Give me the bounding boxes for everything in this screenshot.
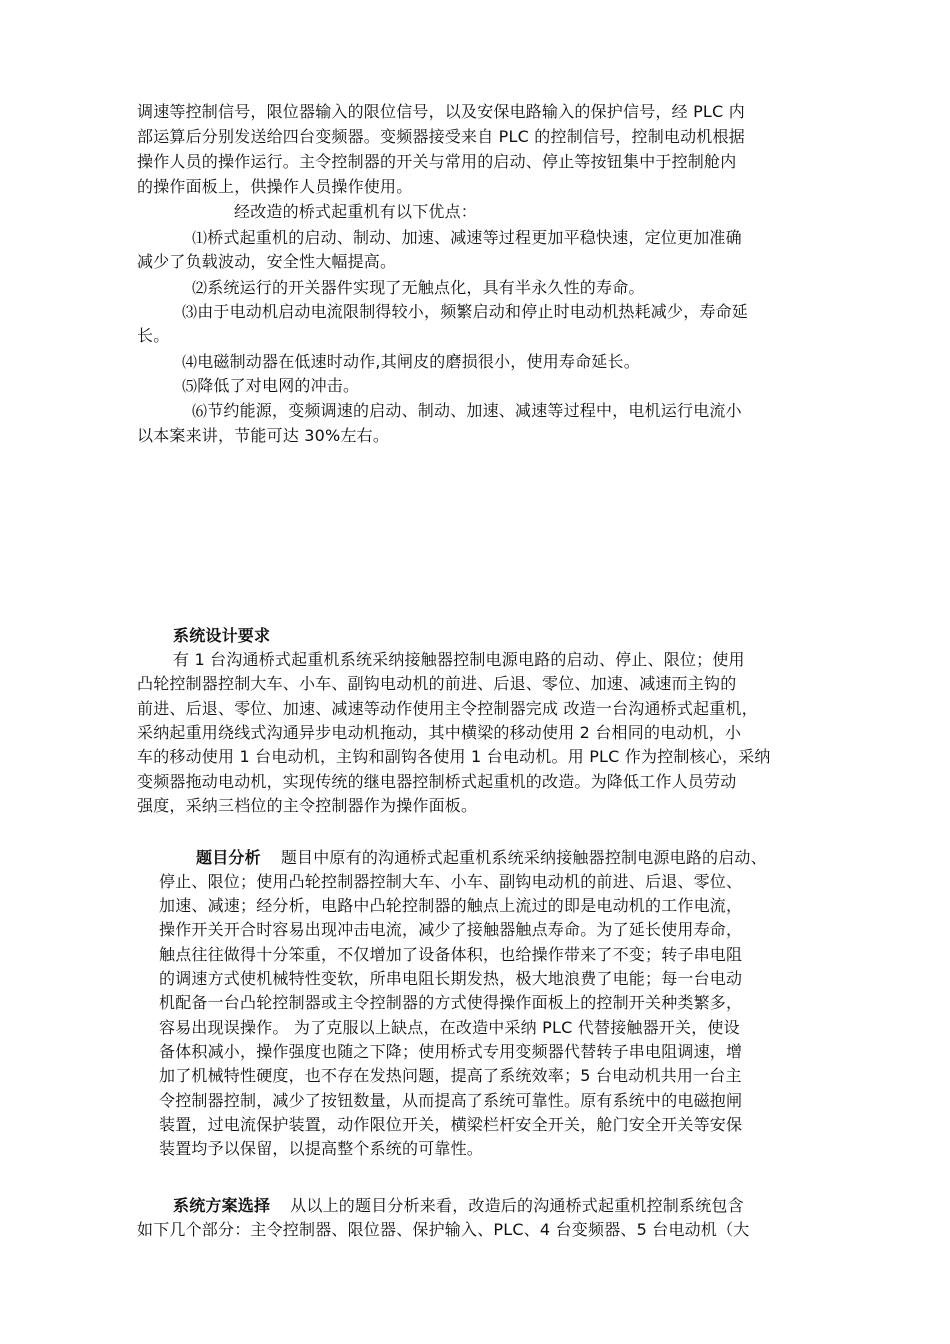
- requirements-line: 凸轮控制器控制大车、小车、副钩电动机的前进、后退、零位、加速、减速而主钩的: [137, 674, 737, 693]
- analysis-line: 装置均予以保留，以提高整个系统的可靠性。: [159, 1139, 484, 1158]
- advantage-text: 电磁制动器在低速时动作,其闸皮的磨损很小，使用寿命延长。: [197, 352, 640, 371]
- advantages-intro: 经改造的桥式起重机有以下优点：: [234, 202, 478, 221]
- analysis-title: 题目分析: [196, 848, 261, 867]
- advantage-number: ⑹: [192, 402, 208, 420]
- analysis-line: 的调速方式使机械特性变软，所串电阻长期发热，极大地浪费了电能；每一台电动: [159, 969, 743, 988]
- requirements-line: 有 1 台沟通桥式起重机系统采纳接触器控制电源电路的启动、停止、限位；使用: [173, 650, 745, 669]
- scheme-title: 系统方案选择: [173, 1196, 271, 1215]
- advantage-number: ⑵: [192, 279, 208, 297]
- advantage-continuation: 长。: [137, 326, 170, 345]
- advantage-item-6: [192, 399, 922, 423]
- analysis-line: 操作开关开合时容易出现冲击电流，减少了接触器触点寿命。为了延长使用寿命，: [159, 920, 743, 939]
- analysis-line: 令控制器控制，减少了按钮数量，从而提高了系统可靠性。原有系统中的电磁抱闸: [159, 1091, 743, 1110]
- requirements-line: 变频器拖动电动机，实现传统的继电器控制桥式起重机的改造。为降低工作人员劳动: [137, 772, 737, 791]
- intro-line: 调速等控制信号，限位器输入的限位信号，以及安保电路输入的保护信号，经 PLC 内: [137, 102, 745, 121]
- advantage-item-4: [182, 350, 912, 374]
- requirements-line: 强度，采纳三档位的主令控制器作为操作面板。: [137, 796, 478, 815]
- advantage-number: ⑴: [192, 229, 208, 247]
- requirements-line: 采纳起重用绕线式沟通异步电动机拖动，其中横梁的移动使用 2 台相同的电动机，小: [137, 723, 742, 742]
- advantage-continuation: 以本案来讲，节能可达 30%左右。: [137, 426, 390, 445]
- analysis-line: 容易出现误操作。 为了克服以上缺点，在改造中采纳 PLC 代替接触器开关，使设: [159, 1018, 740, 1037]
- intro-line: 的操作面板上，供操作人员操作使用。: [137, 177, 413, 196]
- advantage-item-5: [182, 374, 912, 398]
- advantage-item-3: [182, 300, 912, 324]
- advantage-text: 桥式起重机的启动、制动、加速、减速等过程更加平稳快速，定位更加准确: [207, 228, 742, 247]
- analysis-line: 加了机械特性硬度，也不存在发热问题，提高了系统效率；5 台电动机共用一台主: [159, 1066, 742, 1085]
- advantage-text: 降低了对电网的冲击。: [197, 376, 360, 395]
- analysis-line: 触点往往做得十分笨重，不仅增加了设备体积，也给操作带来了不变；转子串电阻: [159, 945, 743, 964]
- intro-line: 部运算后分别发送给四台变频器。变频器接受来自 PLC 的控制信号，控制电动机根据: [137, 127, 745, 146]
- advantage-text: 节约能源，变频调速的启动、制动、加速、减速等过程中，电机运行电流小: [207, 401, 742, 420]
- scheme-line: 如下几个部分：主令控制器、限位器、保护输入、PLC、4 台变频器、5 台电动机（大: [137, 1220, 750, 1239]
- analysis-first-line: [196, 846, 926, 870]
- advantage-number: ⑸: [182, 377, 198, 395]
- advantage-text: 由于电动机启动电流限制得较小，频繁启动和停止时电动机热耗减少，寿命延: [197, 302, 749, 321]
- advantage-continuation: 减少了负载波动，安全性大幅提高。: [137, 252, 397, 271]
- analysis-line: 装置，过电流保护装置，动作限位开关，横梁栏杆安全开关，舱门安全开关等安保: [159, 1115, 743, 1134]
- analysis-line: 加速、减速；经分析，电路中凸轮控制器的触点上流过的即是电动机的工作电流，: [159, 896, 743, 915]
- advantage-text: 系统运行的开关器件实现了无触点化，具有半永久性的寿命。: [207, 278, 645, 297]
- analysis-line: 机配备一台凸轮控制器或主令控制器的方式使得操作面板上的控制开关种类繁多，: [159, 993, 743, 1012]
- analysis-line: 备体积减小，操作强度也随之下降；使用桥式专用变频器代替转子串电阻调速，增: [159, 1042, 743, 1061]
- intro-line: 操作人员的操作运行。主令控制器的开关与常用的启动、停止等按钮集中于控制舱内: [137, 152, 737, 171]
- scheme-text: 从以上的题目分析来看，改造后的沟通桥式起重机控制系统包含: [290, 1196, 744, 1215]
- scheme-first-line: [173, 1194, 903, 1218]
- requirements-line: 前进、后退、零位、加速、减速等动作使用主令控制器完成 改造一台沟通桥式起重机，: [137, 699, 758, 718]
- advantage-number: ⑷: [182, 353, 198, 371]
- advantage-item-1: [192, 226, 922, 250]
- advantage-number: ⑶: [182, 303, 198, 321]
- requirements-line: 车的移动使用 1 台电动机，主钩和副钩各使用 1 台电动机。用 PLC 作为控制核心，采纳: [137, 747, 771, 766]
- advantage-item-2: [192, 276, 922, 300]
- requirements-title: 系统设计要求: [173, 626, 271, 645]
- analysis-text: 题目中原有的沟通桥式起重机系统采纳接触器控制电源电路的启动、: [280, 848, 767, 867]
- analysis-line: 停止、限位；使用凸轮控制器控制大车、小车、副钩电动机的前进、后退、零位、: [159, 872, 743, 891]
